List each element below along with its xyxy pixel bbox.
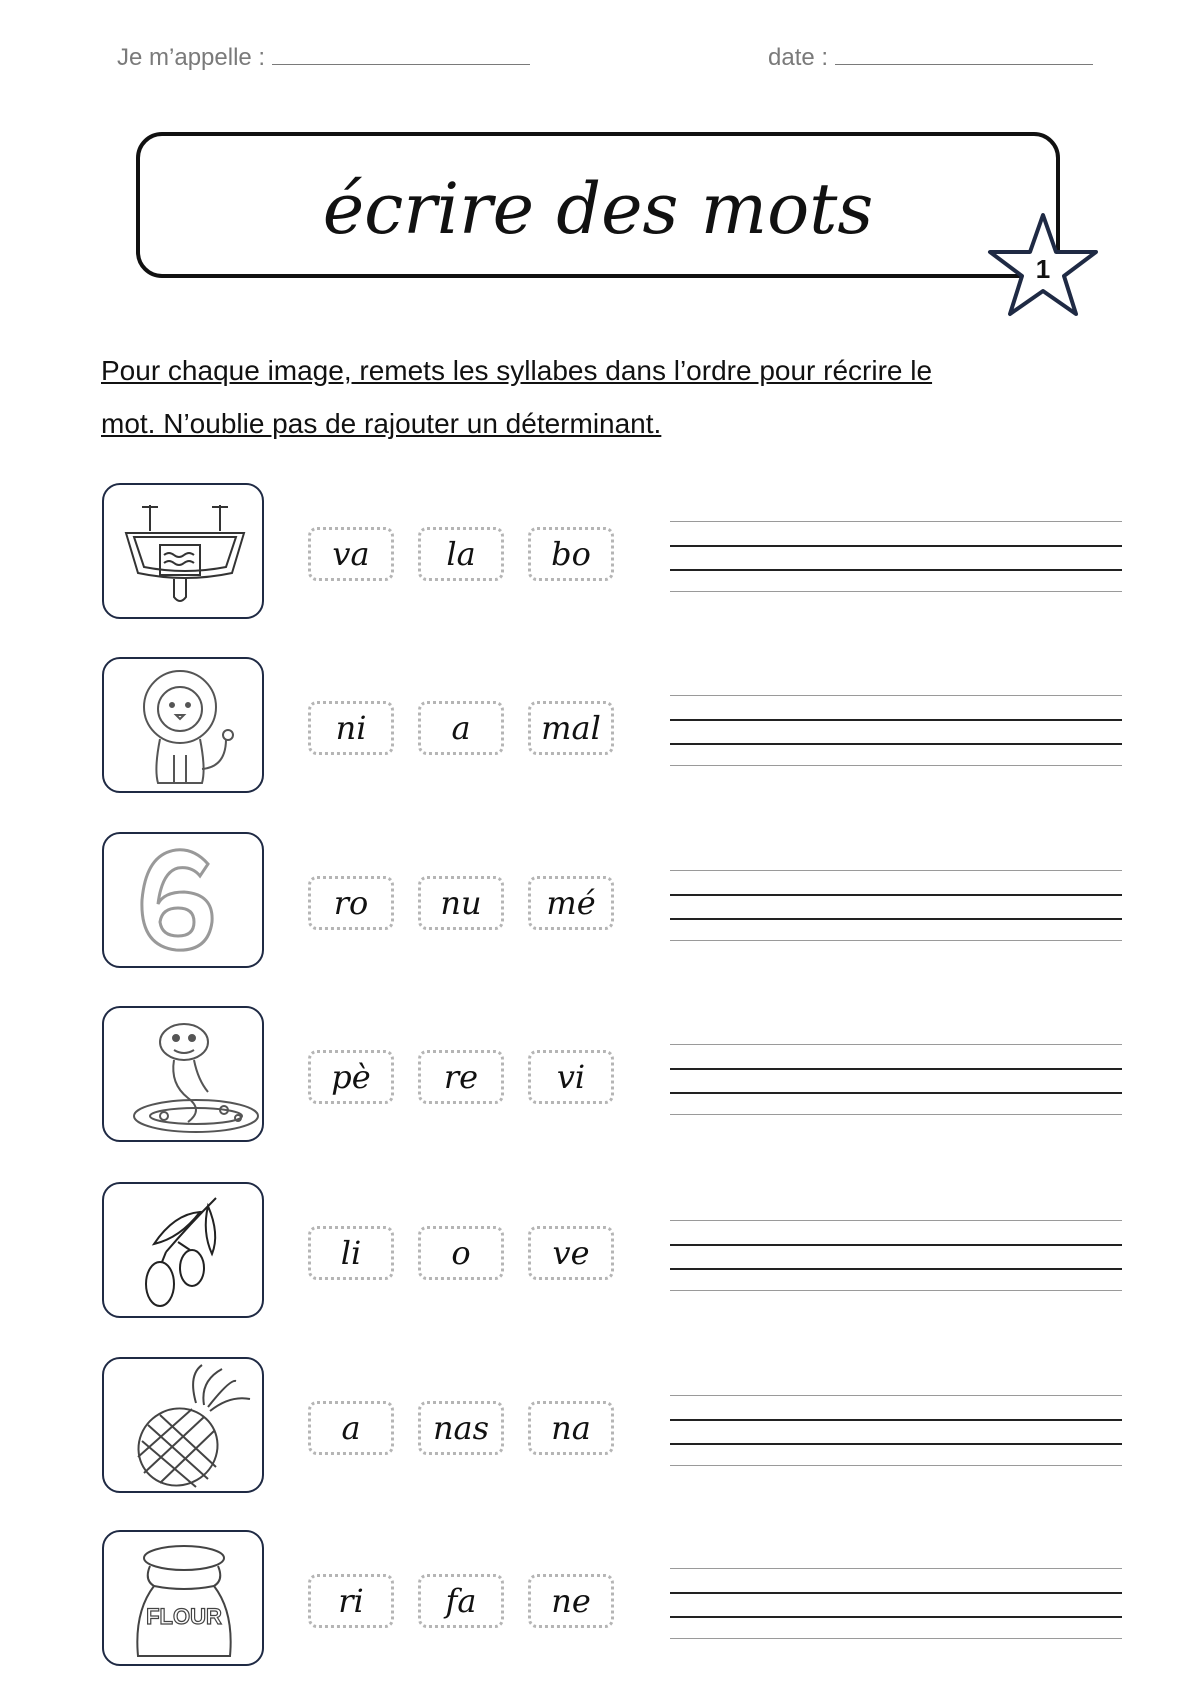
writing-line[interactable] [670,1114,1122,1115]
syllable-card[interactable]: nas [418,1401,504,1455]
exercise-row [0,1357,1192,1497]
title-box [136,132,1060,278]
syllable-card[interactable]: ni [308,701,394,755]
number-six-icon [104,834,266,970]
writing-line[interactable] [670,1443,1122,1445]
syllable-card[interactable]: ro [308,876,394,930]
writing-line[interactable] [670,1092,1122,1094]
writing-line[interactable] [670,940,1122,941]
flour-label: FLOUR [146,1604,222,1629]
syllable-card[interactable]: o [418,1226,504,1280]
writing-line[interactable] [670,1268,1122,1270]
level-number: 1 [1035,254,1051,284]
sink-icon [104,485,266,621]
date-label: date : [768,44,829,71]
writing-line[interactable] [670,1616,1122,1618]
writing-line[interactable] [670,765,1122,766]
writing-line[interactable] [670,1395,1122,1396]
picture-box [102,1182,264,1318]
picture-box [102,1006,264,1142]
writing-line[interactable] [670,1220,1122,1221]
writing-line[interactable] [670,569,1122,571]
snake-icon [104,1008,266,1144]
syllable-card[interactable]: ve [528,1226,614,1280]
writing-line[interactable] [670,1068,1122,1070]
syllable-card[interactable]: re [418,1050,504,1104]
writing-line[interactable] [670,1290,1122,1291]
writing-line[interactable] [670,1638,1122,1639]
exercise-row [0,657,1192,797]
instruction-line-2: mot. N’oublie pas de rajouter un déterminant. [101,408,662,439]
writing-line[interactable] [670,521,1122,522]
syllable-card[interactable]: a [308,1401,394,1455]
writing-line[interactable] [670,870,1122,871]
flour-sack-icon [104,1532,266,1668]
name-label: Je m’appelle : [117,44,266,71]
writing-line[interactable] [670,894,1122,896]
picture-box [102,832,264,968]
instructions [101,344,1061,450]
name-blank[interactable] [272,44,530,65]
syllable-card[interactable]: pè [308,1050,394,1104]
exercise-row [0,483,1192,623]
exercise-row [0,1182,1192,1322]
syllable-card[interactable]: a [418,701,504,755]
syllable-card[interactable]: nu [418,876,504,930]
writing-line[interactable] [670,545,1122,547]
date-field [768,44,1093,72]
syllable-card[interactable]: ri [308,1574,394,1628]
exercise-row [0,832,1192,972]
writing-line[interactable] [670,918,1122,920]
writing-line[interactable] [670,1419,1122,1421]
instruction-line-1: Pour chaque image, remets les syllabes dans l’ordre pour récrire le [101,355,933,386]
syllable-card[interactable]: na [528,1401,614,1455]
syllable-card[interactable]: la [418,527,504,581]
syllable-card[interactable]: vi [528,1050,614,1104]
syllable-card[interactable]: va [308,527,394,581]
lion-icon [104,659,266,795]
writing-line[interactable] [670,1568,1122,1569]
syllable-card[interactable]: mé [528,876,614,930]
syllable-card[interactable]: mal [528,701,614,755]
writing-line[interactable] [670,1044,1122,1045]
syllable-card[interactable]: ne [528,1574,614,1628]
picture-box [102,483,264,619]
date-blank[interactable] [835,44,1093,65]
picture-box [102,1530,264,1666]
syllable-card[interactable]: fa [418,1574,504,1628]
writing-line[interactable] [670,1465,1122,1466]
syllable-card[interactable]: bo [528,527,614,581]
picture-box [102,1357,264,1493]
page-title: écrire des mots [322,168,874,250]
syllable-card[interactable]: li [308,1226,394,1280]
olive-branch-icon [104,1184,266,1320]
exercise-row [0,1530,1192,1670]
writing-line[interactable] [670,719,1122,721]
pineapple-icon [104,1359,266,1495]
exercise-row [0,1006,1192,1146]
writing-line[interactable] [670,1592,1122,1594]
writing-line[interactable] [670,695,1122,696]
writing-line[interactable] [670,591,1122,592]
writing-line[interactable] [670,1244,1122,1246]
picture-box [102,657,264,793]
name-field [117,44,530,72]
writing-line[interactable] [670,743,1122,745]
